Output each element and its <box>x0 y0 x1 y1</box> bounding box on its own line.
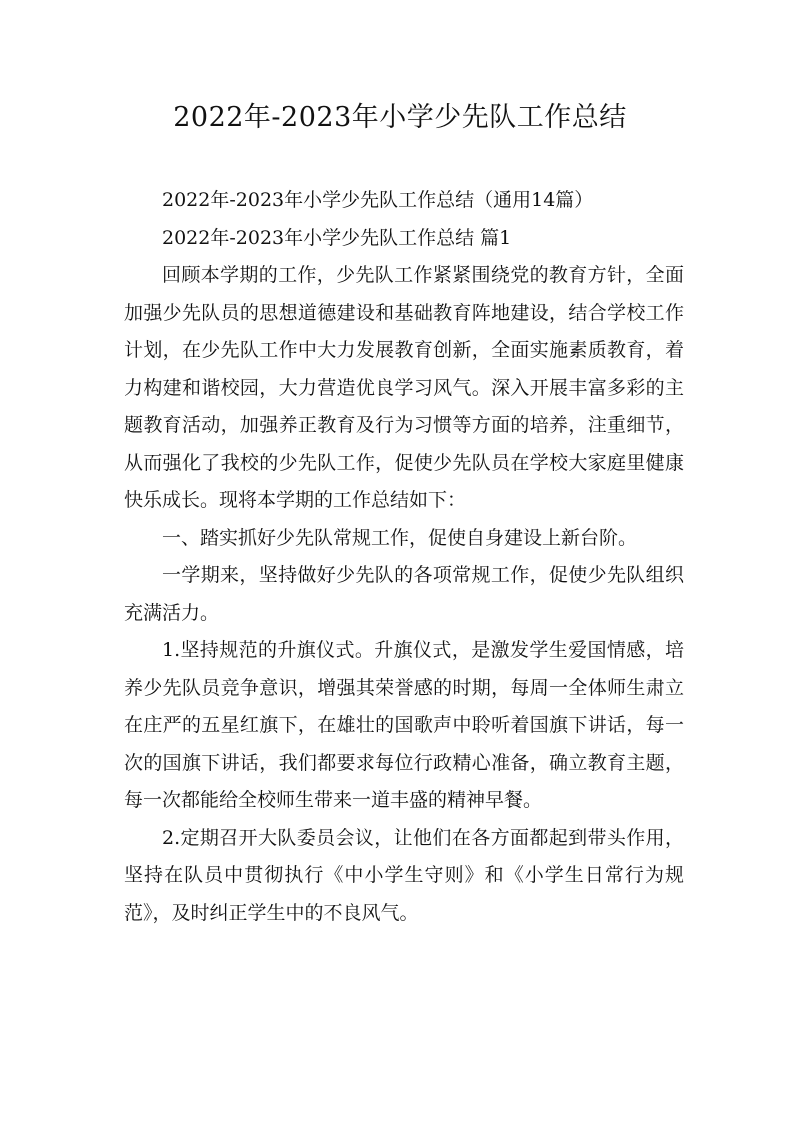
section-heading: 2022年-2023年小学少先队工作总结 篇1 <box>162 226 512 249</box>
body-paragraph: 回顾本学期的工作，少先队工作紧紧围绕党的教育方针，全面加强少先队员的思想道德建设和基础教育阵地建设，结合学校工作计划，在少先队工作中大力发展教育创新，全面实施素质教育，着力构建和谐校园，大力营造优良学习风气。深入开展丰富多彩的主题教育活动，加强养正教育及行为习惯等方面的培养，注重细节，从而强化了我校的少先队工作，促使少先队员在学校大家庭里健康快乐成长。现将本学期的工作总结如下： <box>124 264 684 511</box>
subtitle-paragraph: 2022年-2023年小学少先队工作总结（通用14篇） <box>162 189 594 211</box>
body-paragraph: 1.坚持规范的升旗仪式。升旗仪式，是激发学生爱国情感，培养少先队员竞争意识，增强其荣誉感的时期，每周一全体师生肃立在庄严的五星红旗下，在雄壮的国歌声中聆听着国旗下讲话，每一次的国旗下讲话，我们都要求每位行政精心准备，确立教育主题，每一次都能给全校师生带来一道丰盛的精神早餐。 <box>124 639 684 811</box>
body-paragraph: 一学期来，坚持做好少先队的各项常规工作，促使少先队组织充满活力。 <box>124 564 684 624</box>
section-heading: 一、踏实抓好少先队常规工作，促使自身建设上新台阶。 <box>162 526 638 549</box>
body-paragraph: 2.定期召开大队委员会议，让他们在各方面都起到带头作用，坚持在队员中贯彻执行《中小学生守则》和《小学生日常行为规范》，及时纠正学生中的不良风气。 <box>124 826 684 924</box>
document-body <box>124 182 684 932</box>
document-title: 2022年-2023年小学少先队工作总结 <box>173 102 627 133</box>
